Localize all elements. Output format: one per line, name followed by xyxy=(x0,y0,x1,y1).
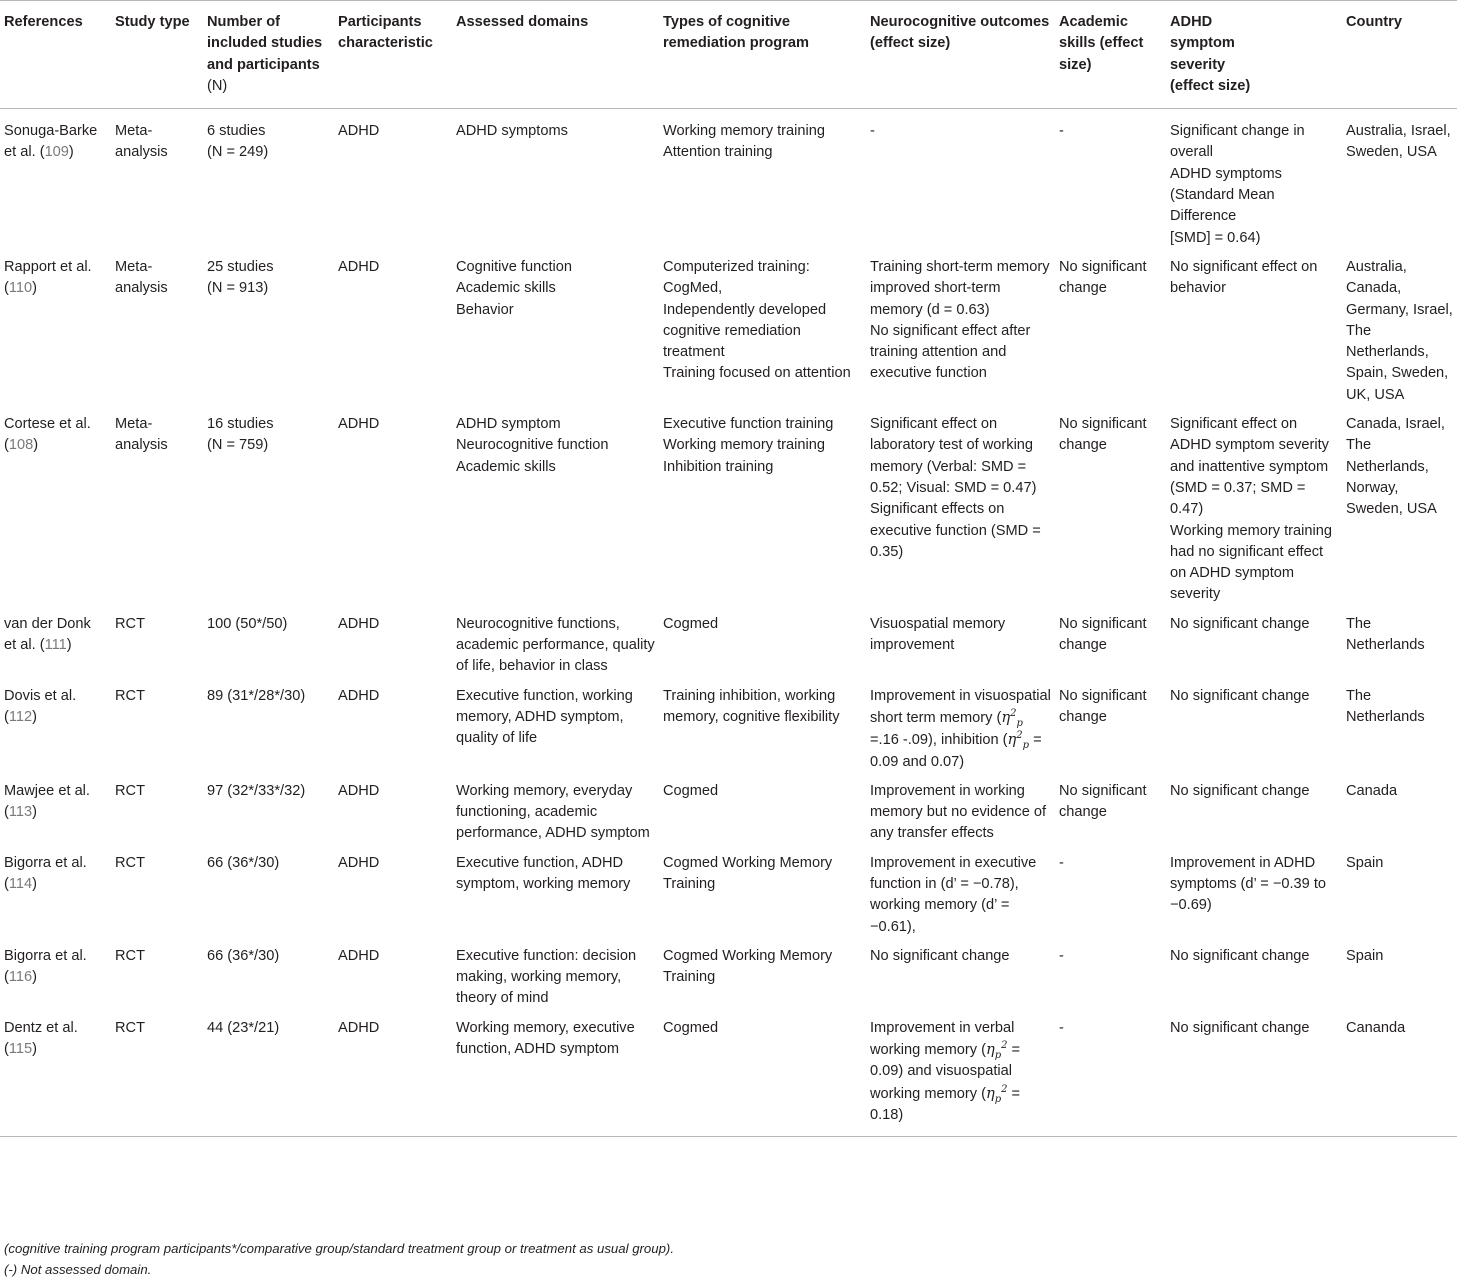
cell-reference: Rapport et al. (110) xyxy=(4,258,92,297)
cell-adhd: Significant change in overall ADHD symptoms (Standard Mean Difference [SMD] = 0.64) xyxy=(1170,123,1305,246)
cell-domains: Cognitive function Academic skills Behavior xyxy=(456,258,573,318)
cell-participants: ADHD xyxy=(338,615,380,632)
header-domains: Assessed domains xyxy=(456,14,589,30)
header-references: References xyxy=(4,14,83,30)
header-study-type: Study type xyxy=(115,14,190,30)
cell-academic: No significant change xyxy=(1059,258,1147,297)
cell-participants: ADHD xyxy=(338,854,380,871)
header-academic: Academic skills (effect size) xyxy=(1059,14,1144,73)
cell-country: Canada, Israel, The Netherlands, Norway, Sweden, USA xyxy=(1346,416,1445,518)
cell-neuro: Significant effect on laboratory test of working memory (Verbal: SMD = 0.52; Visual: SMD = 0.47) Significant effects on executive function (SMD = 0.35) xyxy=(870,416,1041,560)
cell-academic: No significant change xyxy=(1059,416,1147,454)
cell-number: 44 (23*/21) xyxy=(207,1019,280,1036)
cell-study-type: Meta-analysis xyxy=(115,123,168,161)
cell-number: 100 (50*/50) xyxy=(207,615,288,632)
cell-country: Australia, Canada, Germany, Israel, The Netherlands, Spain, Sweden, UK, USA xyxy=(1346,258,1453,403)
table-row xyxy=(0,410,1457,610)
cell-adhd: No significant change xyxy=(1170,1019,1310,1036)
table-row xyxy=(0,253,1457,410)
cell-study-type: Meta-analysis xyxy=(115,416,168,454)
eta-symbol: $\eta_p^2$ xyxy=(985,1040,1008,1061)
table-row xyxy=(0,109,1457,253)
cell-domains: Executive function, working memory, ADHD symptom, quality of life xyxy=(456,687,633,747)
cell-study-type: RCT xyxy=(115,615,145,632)
citation-link[interactable]: 108 xyxy=(8,437,34,454)
cell-reference: Sonuga-Barke et al. (109) xyxy=(4,123,98,161)
cell-domains: Executive function, ADHD symptom, working memory xyxy=(456,854,631,892)
footnote: (-) Not assessed domain. xyxy=(4,1262,152,1277)
cell-country: Spain xyxy=(1346,854,1384,871)
cell-academic: - xyxy=(1059,123,1064,140)
eta-symbol: $\eta_p^2$ xyxy=(985,1083,1008,1105)
cell-program: Cogmed xyxy=(663,615,719,632)
cell-neuro: Improvement in verbal working memory $(\eta_p^2 = 0.09)$ and visuospatial working memory $(\eta_p^2 = 0.18)$ xyxy=(870,1019,1021,1123)
cell-participants: ADHD xyxy=(338,947,380,964)
cell-adhd: No significant change xyxy=(1170,947,1310,964)
cell-domains: ADHD symptom Neurocognitive function Academic skills xyxy=(456,416,609,475)
cell-adhd: No significant change xyxy=(1170,782,1310,799)
table-row xyxy=(0,849,1457,942)
cell-country: The Netherlands xyxy=(1346,615,1425,654)
cell-study-type: RCT xyxy=(115,947,145,964)
cell-adhd: Significant effect on ADHD symptom severity and inattentive symptom (SMD = 0.37; SMD = 0.47) Working memory training had no significant effect on ADHD symptom severity xyxy=(1170,416,1332,603)
header-neuro: Neurocognitive outcomes (effect size) xyxy=(870,14,1050,52)
cell-domains: Executive function: decision making, working memory, theory of mind xyxy=(456,947,637,1007)
cell-country: Canada xyxy=(1346,782,1398,799)
cell-number: 89 (31*/28*/30) xyxy=(207,687,306,704)
cell-reference: Dovis et al. (112) xyxy=(4,687,77,725)
cell-domains: Working memory, executive function, ADHD symptom xyxy=(456,1019,635,1058)
cell-adhd: No significant effect on behavior xyxy=(1170,258,1318,297)
cell-neuro: Improvement in executive function in (d’ = −0.78), working memory (d’ = −0.61), xyxy=(870,854,1037,935)
cell-country: Cananda xyxy=(1346,1019,1406,1036)
cell-program: Working memory training Attention training xyxy=(663,123,825,161)
cell-participants: ADHD xyxy=(338,1019,380,1036)
cell-academic: - xyxy=(1059,854,1064,871)
cell-study-type: RCT xyxy=(115,782,145,799)
table-row xyxy=(0,682,1457,777)
cell-neuro: Improvement in working memory but no evidence of any transfer effects xyxy=(870,782,1047,842)
cell-neuro: Visuospatial memory improvement xyxy=(870,615,1006,654)
table-footnotes xyxy=(4,1238,674,1280)
cell-adhd: Improvement in ADHD symptoms (d’ = −0.39 to −0.69) xyxy=(1170,854,1327,914)
cell-academic: No significant change xyxy=(1059,782,1147,821)
citation-link[interactable]: 113 xyxy=(8,804,33,821)
cell-reference: Bigorra et al. (116) xyxy=(4,947,87,986)
cell-adhd: No significant change xyxy=(1170,615,1310,632)
footnote: (cognitive training program participants*/comparative group/standard treatment group or treatment as usual group). xyxy=(4,1241,674,1256)
header-number: Number of included studies and participants (N) xyxy=(207,14,323,94)
cell-academic: - xyxy=(1059,1019,1064,1036)
header-country: Country xyxy=(1346,14,1402,30)
cell-study-type: Meta-analysis xyxy=(115,258,168,297)
cell-program: Training inhibition, working memory, cognitive flexibility xyxy=(663,687,840,725)
header-adhd: ADHD symptom severity (effect size) xyxy=(1170,14,1251,94)
cell-study-type: RCT xyxy=(115,687,145,704)
cell-study-type: RCT xyxy=(115,854,145,871)
cell-program: Cogmed Working Memory Training xyxy=(663,854,833,892)
cell-number: 66 (36*/30) xyxy=(207,947,280,964)
cell-number: 6 studies (N = 249) xyxy=(207,123,269,161)
table-row xyxy=(0,942,1457,1014)
cell-adhd: No significant change xyxy=(1170,687,1310,704)
cell-participants: ADHD xyxy=(338,416,380,433)
cell-academic: No significant change xyxy=(1059,687,1147,725)
cell-program: Cogmed xyxy=(663,782,719,799)
table-row xyxy=(0,1014,1457,1137)
cell-reference: Dentz et al. (115) xyxy=(4,1019,78,1058)
citation-link[interactable]: 112 xyxy=(8,708,33,725)
cell-reference: Bigorra et al. (114) xyxy=(4,854,87,892)
cell-program: Cogmed xyxy=(663,1019,719,1036)
cell-neuro: Training short-term memory improved short-term memory (d = 0.63) No significant effect after training attention and executive function xyxy=(870,258,1050,382)
cell-program: Computerized training: CogMed, Independently developed cognitive remediation treatment Training focused on attention xyxy=(663,258,851,382)
cell-domains: Working memory, everyday functioning, academic performance, ADHD symptom xyxy=(456,782,650,842)
citation-link[interactable]: 116 xyxy=(8,969,33,986)
cell-program: Executive function training Working memory training Inhibition training xyxy=(663,416,834,475)
citation-link[interactable]: 114 xyxy=(8,875,33,892)
cell-number: 97 (32*/33*/32) xyxy=(207,782,306,799)
cell-participants: ADHD xyxy=(338,687,380,704)
cell-participants: ADHD xyxy=(338,258,380,275)
cell-neuro: - xyxy=(870,123,875,140)
cell-study-type: RCT xyxy=(115,1019,145,1036)
cell-number: 66 (36*/30) xyxy=(207,854,280,871)
citation-link[interactable]: 115 xyxy=(8,1041,33,1058)
cell-country: The Netherlands xyxy=(1346,687,1425,725)
cell-participants: ADHD xyxy=(338,123,380,140)
cell-participants: ADHD xyxy=(338,782,380,799)
table-row xyxy=(0,610,1457,682)
citation-link[interactable]: 111 xyxy=(44,637,67,654)
citation-link[interactable]: 109 xyxy=(44,144,69,161)
cell-number: 25 studies (N = 913) xyxy=(207,258,274,297)
cell-neuro: Improvement in visuospatial short term memory ($\eta^2_p =.16$ -.09), inhibition ($\eta^2_p = 0.09$ and 0.07) xyxy=(870,687,1051,770)
header-row xyxy=(0,1,1457,109)
cell-domains: Neurocognitive functions, academic performance, quality of life, behavior in class xyxy=(456,615,655,675)
cell-domains: ADHD symptoms xyxy=(456,123,568,140)
cell-academic: No significant change xyxy=(1059,615,1147,654)
cell-reference: Cortese et al. (108) xyxy=(4,416,91,454)
cell-number: 16 studies (N = 759) xyxy=(207,416,274,454)
cell-reference: van der Donk et al. (111) xyxy=(4,615,91,654)
cell-country: Australia, Israel, Sweden, USA xyxy=(1346,123,1451,161)
eta-symbol: $\eta^2_p$ xyxy=(1001,708,1023,729)
eta-symbol: $\eta^2_p$ xyxy=(1007,730,1030,752)
header-program: Types of cognitive remediation program xyxy=(663,14,809,52)
table-row xyxy=(0,777,1457,849)
cell-academic: - xyxy=(1059,947,1064,964)
cell-neuro: No significant change xyxy=(870,947,1010,964)
cell-country: Spain xyxy=(1346,947,1384,964)
cell-reference: Mawjee et al. (113) xyxy=(4,782,90,821)
header-participants: Participants characteristic xyxy=(338,14,433,52)
citation-link[interactable]: 110 xyxy=(8,280,33,297)
cell-program: Cogmed Working Memory Training xyxy=(663,947,833,986)
